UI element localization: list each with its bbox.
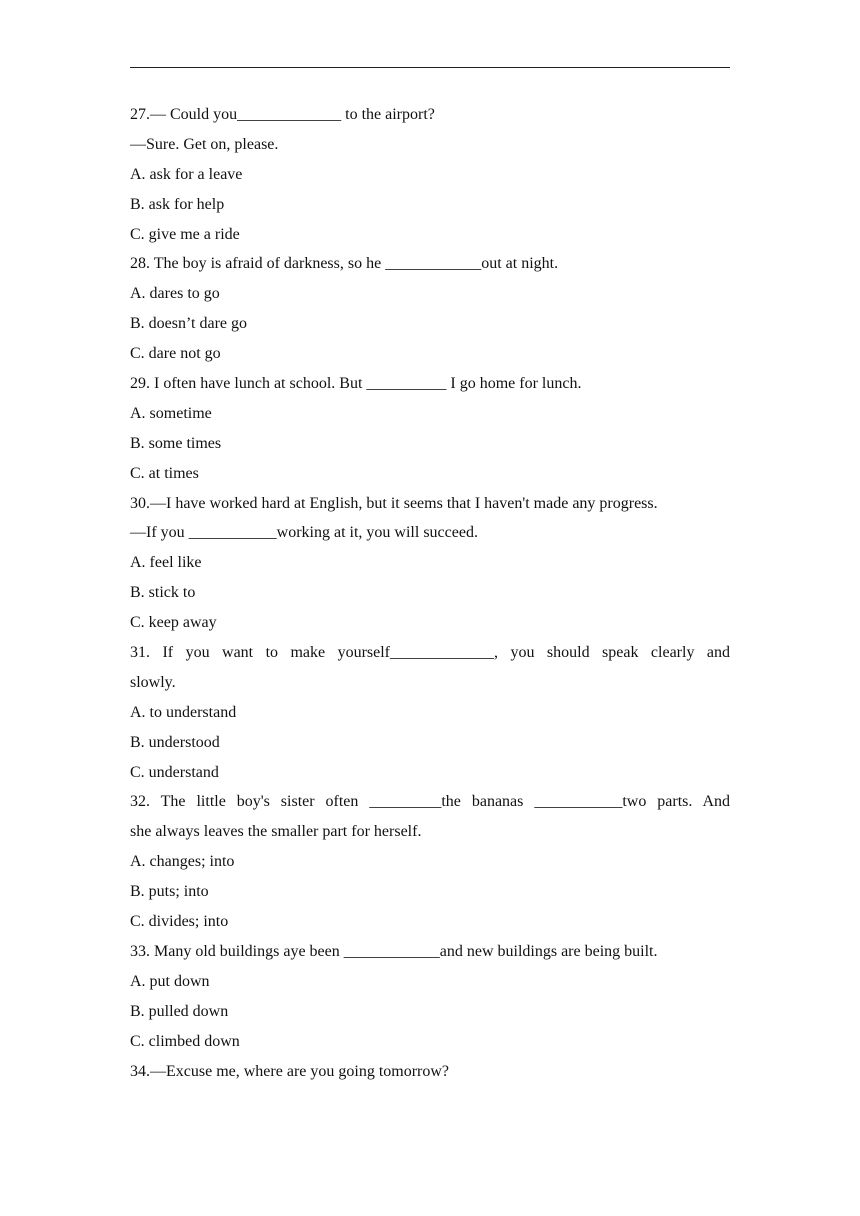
q30-option-c: C. keep away — [130, 614, 217, 632]
q32-option-b: B. puts; into — [130, 883, 209, 901]
q30-option-a: A. feel like — [130, 554, 202, 572]
q28-option-c: C. dare not go — [130, 345, 221, 363]
q30-stem: 30.—I have worked hard at English, but it seems that I haven't made any progress. — [130, 494, 658, 512]
question-content — [130, 100, 730, 1086]
q31-option-c: C. understand — [130, 763, 219, 781]
q33-option-c: C. climbed down — [130, 1032, 240, 1050]
q29-stem: 29. I often have lunch at school. But __________ I go home for lunch. — [130, 375, 582, 393]
q32-stem-line1: 32. The little boy's sister often _________the bananas ___________two parts. And — [130, 793, 730, 811]
q27-reply: —Sure. Get on, please. — [130, 135, 279, 153]
q29-option-b: B. some times — [130, 434, 222, 452]
q33-stem: 33. Many old buildings aye been ____________and new buildings are being built. — [130, 942, 658, 960]
q28-option-a: A. dares to go — [130, 285, 220, 303]
q31-stem-line2: slowly. — [130, 673, 176, 691]
q31-option-a: A. to understand — [130, 703, 237, 721]
q32-option-c: C. divides; into — [130, 913, 229, 931]
q29-option-a: A. sometime — [130, 404, 212, 422]
q31-stem-line1: 31. If you want to make yourself_____________, you should speak clearly and — [130, 644, 730, 662]
q32-stem-line2: she always leaves the smaller part for herself. — [130, 823, 422, 841]
q27-option-c: C. give me a ride — [130, 225, 240, 243]
q30-option-b: B. stick to — [130, 584, 196, 602]
q28-option-b: B. doesn’t dare go — [130, 315, 248, 333]
q29-option-c: C. at times — [130, 464, 199, 482]
q30-reply: —If you ___________working at it, you will succeed. — [130, 524, 478, 542]
q33-option-a: A. put down — [130, 972, 210, 990]
q27-stem: 27.— Could you_____________ to the airport? — [130, 106, 435, 123]
header-rule — [130, 67, 730, 68]
q33-option-b: B. pulled down — [130, 1002, 229, 1020]
q27-option-a: A. ask for a leave — [130, 165, 243, 183]
q32-option-a: A. changes; into — [130, 853, 235, 871]
q31-option-b: B. understood — [130, 733, 220, 751]
q28-stem: 28. The boy is afraid of darkness, so he ____________out at night. — [130, 255, 559, 273]
q27-option-b: B. ask for help — [130, 195, 225, 213]
q34-stem: 34.—Excuse me, where are you going tomorrow? — [130, 1062, 450, 1080]
